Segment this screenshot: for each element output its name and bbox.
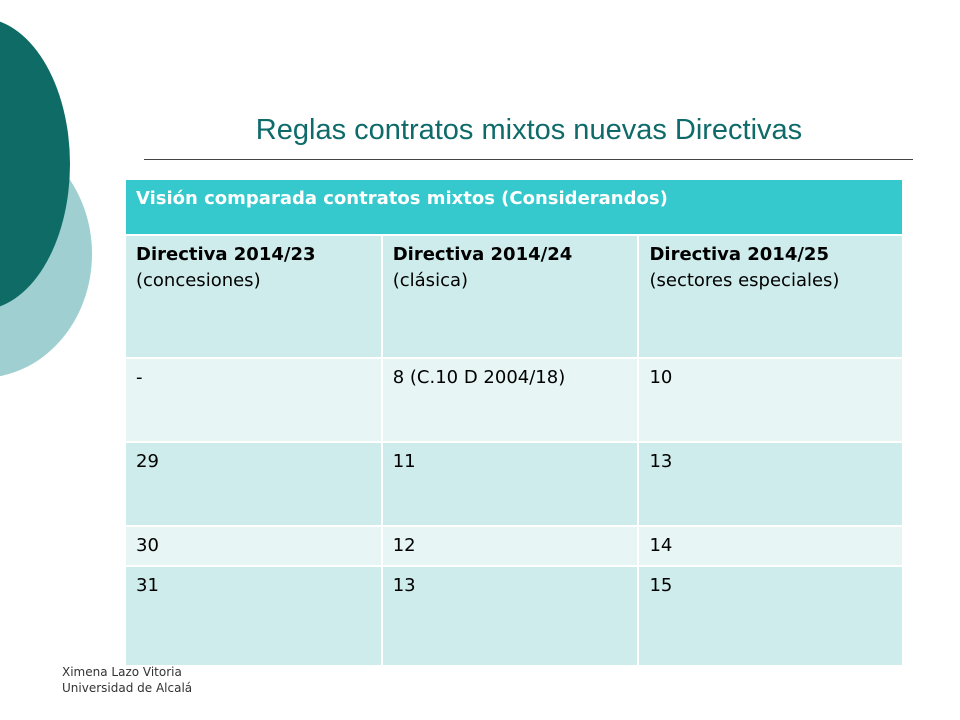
column-header-row [125, 235, 903, 358]
table-header-cell: Visión comparada contratos mixtos (Considerandos) [125, 179, 903, 235]
table-row [125, 442, 903, 526]
comparison-table [124, 178, 904, 667]
table-cell: 30 [125, 526, 382, 566]
table-cell: 14 [638, 526, 903, 566]
column-directive-name: Directiva 2014/25 [649, 244, 829, 265]
column-header-cell [382, 235, 639, 358]
table-cell: 8 (C.10 D 2004/18) [382, 358, 639, 442]
footer [62, 664, 192, 696]
table-cell: 11 [382, 442, 639, 526]
table-cell: 13 [638, 442, 903, 526]
column-directive-name: Directiva 2014/24 [392, 244, 573, 265]
table-row [125, 526, 903, 566]
table-row [125, 566, 903, 666]
footer-author: Ximena Lazo Vitoria [62, 665, 182, 679]
column-header-cell [638, 235, 903, 358]
title-divider [144, 159, 913, 160]
table-header-row [125, 179, 903, 235]
table-row [125, 358, 903, 442]
footer-institution: Universidad de Alcalá [62, 681, 193, 695]
table-cell: 10 [638, 358, 903, 442]
column-directive-note: (concesiones) [136, 270, 261, 291]
column-directive-note: (sectores especiales) [649, 270, 840, 291]
table-cell: 13 [382, 566, 639, 666]
table-cell: 31 [125, 566, 382, 666]
slide-title: Reglas contratos mixtos nuevas Directivas [255, 114, 803, 146]
column-header-cell [125, 235, 382, 358]
table-cell: - [125, 358, 382, 442]
table-cell: 15 [638, 566, 903, 666]
table-cell: 29 [125, 442, 382, 526]
column-directive-name: Directiva 2014/23 [136, 244, 316, 265]
table-cell: 12 [382, 526, 639, 566]
column-directive-note: (clásica) [392, 270, 469, 291]
